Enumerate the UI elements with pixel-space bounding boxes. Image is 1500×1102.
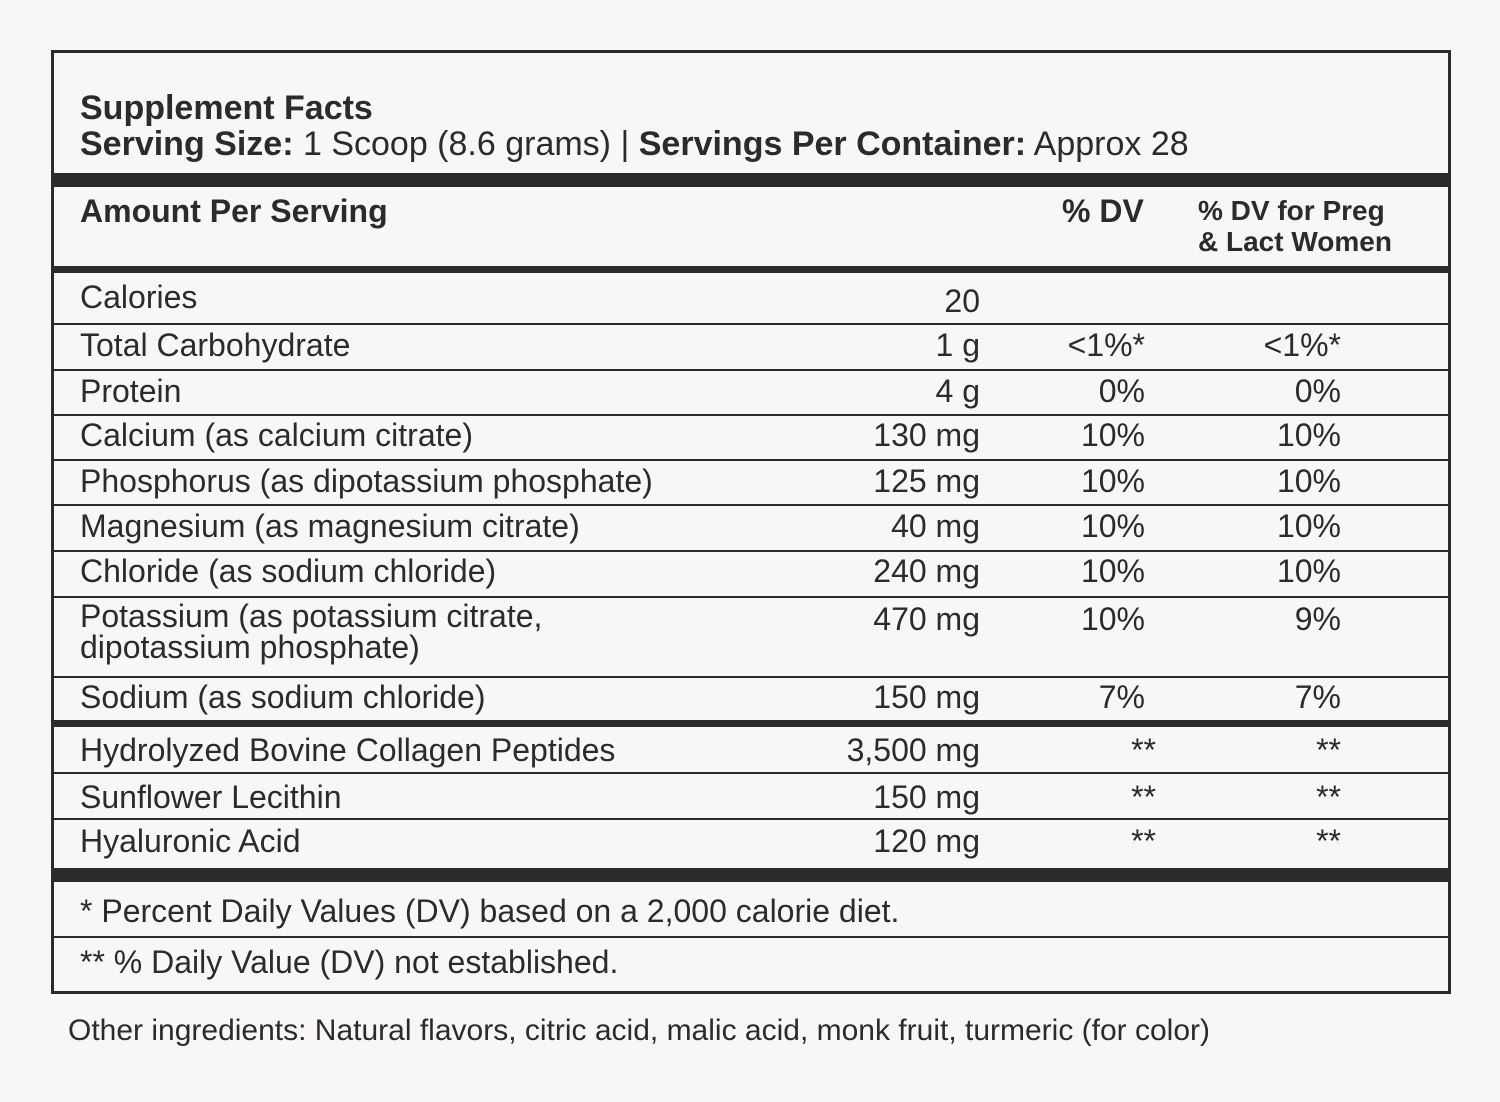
nutrient-dv: 0% bbox=[1098, 373, 1145, 409]
footnote-not-established: ** % Daily Value (DV) not established. bbox=[80, 944, 619, 980]
nutrient-amount: 40 mg bbox=[891, 508, 980, 544]
footnote-dv: * Percent Daily Values (DV) based on a 2,000 calorie diet. bbox=[80, 893, 900, 929]
nutrient-amount: 240 mg bbox=[873, 553, 980, 589]
serving-size-label: Serving Size: bbox=[80, 125, 294, 163]
nutrient-name: Calories bbox=[80, 279, 198, 315]
ingredient-dv-preg: ** bbox=[1316, 823, 1341, 859]
nutrient-name: Magnesium (as magnesium citrate) bbox=[80, 508, 580, 544]
ingredient-name: Hydrolyzed Bovine Collagen Peptides bbox=[80, 732, 616, 768]
nutrient-dv-preg: 9% bbox=[1294, 601, 1341, 637]
serving-separator: | bbox=[620, 125, 630, 163]
nutrient-dv: 10% bbox=[1080, 463, 1145, 499]
row-divider bbox=[54, 936, 1448, 938]
column-header-dv: % DV bbox=[1062, 193, 1144, 229]
nutrient-dv-preg: 10% bbox=[1276, 553, 1341, 589]
panel-title: Supplement Facts bbox=[80, 89, 373, 127]
nutrient-name: Phosphorus (as dipotassium phosphate) bbox=[80, 463, 653, 499]
nutrient-dv: <1%* bbox=[1067, 327, 1145, 363]
medium-divider bbox=[54, 266, 1448, 273]
ingredient-dv: ** bbox=[1131, 732, 1156, 768]
row-divider bbox=[54, 369, 1448, 371]
nutrient-amount: 470 mg bbox=[873, 601, 980, 637]
nutrient-dv-preg: 10% bbox=[1276, 417, 1341, 453]
nutrient-amount: 20 bbox=[944, 283, 980, 319]
servings-per-container-label: Servings Per Container: bbox=[638, 125, 1027, 163]
nutrient-name: Calcium (as calcium citrate) bbox=[80, 417, 473, 453]
row-divider bbox=[54, 323, 1448, 325]
ingredient-dv: ** bbox=[1131, 779, 1156, 815]
nutrient-dv: 10% bbox=[1080, 553, 1145, 589]
ingredient-amount: 120 mg bbox=[873, 823, 980, 859]
supplement-facts-panel bbox=[51, 50, 1451, 994]
nutrient-dv-preg: 7% bbox=[1294, 679, 1341, 715]
row-divider bbox=[54, 818, 1448, 820]
ingredient-name: Hyaluronic Acid bbox=[80, 823, 301, 859]
column-header-dv-preg bbox=[1198, 195, 1392, 257]
ingredient-amount: 3,500 mg bbox=[846, 732, 980, 768]
nutrient-name bbox=[80, 598, 543, 665]
nutrient-dv: 7% bbox=[1098, 679, 1145, 715]
servings-per-container-value: Approx 28 bbox=[1033, 125, 1189, 163]
nutrient-dv: 10% bbox=[1080, 601, 1145, 637]
nutrient-dv: 10% bbox=[1080, 417, 1145, 453]
row-divider bbox=[54, 550, 1448, 552]
nutrient-dv-preg: 0% bbox=[1294, 373, 1341, 409]
column-header-dv-preg-line2: & Lact Women bbox=[1198, 226, 1392, 257]
serving-size-value: 1 Scoop (8.6 grams) bbox=[302, 125, 611, 163]
nutrient-name: Total Carbohydrate bbox=[80, 327, 351, 363]
medium-divider bbox=[54, 720, 1448, 727]
row-divider bbox=[54, 504, 1448, 506]
nutrient-dv-preg: 10% bbox=[1276, 508, 1341, 544]
nutrient-amount: 150 mg bbox=[873, 679, 980, 715]
ingredient-dv-preg: ** bbox=[1316, 779, 1341, 815]
thick-divider bbox=[54, 868, 1448, 882]
serving-info bbox=[80, 125, 1189, 164]
row-divider bbox=[54, 459, 1448, 461]
nutrient-dv-preg: 10% bbox=[1276, 463, 1341, 499]
row-divider bbox=[54, 414, 1448, 416]
nutrient-name: Sodium (as sodium chloride) bbox=[80, 679, 486, 715]
nutrient-name-line2: dipotassium phosphate) bbox=[80, 629, 420, 665]
ingredient-dv-preg: ** bbox=[1316, 732, 1341, 768]
nutrient-amount: 1 g bbox=[935, 327, 980, 363]
nutrient-amount: 130 mg bbox=[873, 417, 980, 453]
row-divider bbox=[54, 772, 1448, 774]
ingredient-name: Sunflower Lecithin bbox=[80, 779, 342, 815]
row-divider bbox=[54, 676, 1448, 678]
thick-divider bbox=[54, 173, 1448, 187]
nutrient-name: Chloride (as sodium chloride) bbox=[80, 553, 497, 589]
nutrient-dv: 10% bbox=[1080, 508, 1145, 544]
nutrient-amount: 4 g bbox=[935, 373, 980, 409]
ingredient-dv: ** bbox=[1131, 823, 1156, 859]
nutrient-name-line1: Potassium (as potassium citrate, bbox=[80, 598, 543, 634]
column-header-dv-preg-line1: % DV for Preg bbox=[1198, 195, 1385, 226]
nutrient-name: Protein bbox=[80, 373, 182, 409]
ingredient-amount: 150 mg bbox=[873, 779, 980, 815]
column-header-amount: Amount Per Serving bbox=[80, 193, 388, 229]
nutrient-dv-preg: <1%* bbox=[1263, 327, 1341, 363]
other-ingredients: Other ingredients: Natural flavors, citric acid, malic acid, monk fruit, turmeric (for color) bbox=[68, 1014, 1211, 1047]
nutrient-amount: 125 mg bbox=[873, 463, 980, 499]
